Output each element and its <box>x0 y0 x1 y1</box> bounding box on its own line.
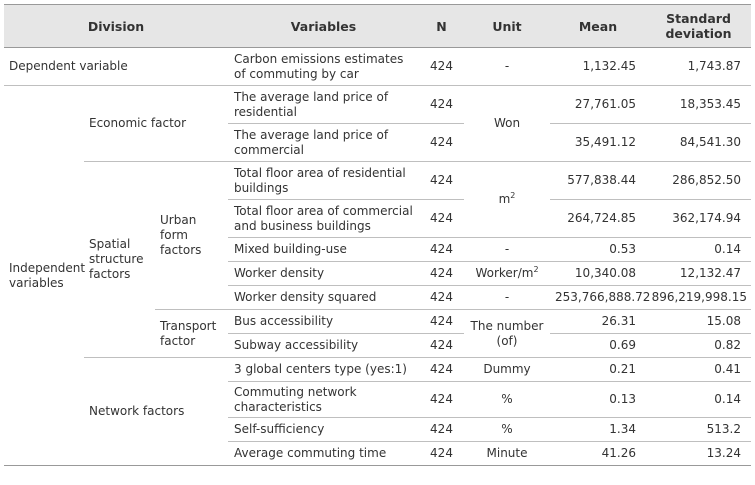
sd-cell: 18,353.45 <box>646 86 751 124</box>
mean-cell: 41.26 <box>550 442 646 466</box>
sd-cell: 0.41 <box>646 358 751 382</box>
sd-cell: 0.82 <box>646 334 751 358</box>
table-row <box>4 162 751 200</box>
n-cell: 424 <box>419 48 464 86</box>
unit-cell: Worker/$m^2$ <box>464 262 550 286</box>
n-cell: 424 <box>419 262 464 286</box>
sd-cell: 362,174.94 <box>646 200 751 238</box>
sd-cell: 1,743.87 <box>646 48 751 86</box>
unit-cell: - <box>464 48 550 86</box>
header-n: N <box>419 5 464 48</box>
sd-cell: 0.14 <box>646 238 751 262</box>
mean-cell: 253,766,888.72 <box>550 286 646 310</box>
n-cell: 424 <box>419 418 464 442</box>
n-cell: 424 <box>419 382 464 418</box>
variable-cell: Average commuting time <box>228 442 419 466</box>
n-cell: 424 <box>419 86 464 124</box>
n-cell: 424 <box>419 124 464 162</box>
variable-cell: The average land price of commercial <box>228 124 419 162</box>
variable-cell: 3 global centers type (yes:1) <box>228 358 419 382</box>
mean-cell: 577,838.44 <box>550 162 646 200</box>
unit-cell: Dummy <box>464 358 550 382</box>
variable-cell: Subway accessibility <box>228 334 419 358</box>
unit-cell: Won <box>464 86 550 162</box>
table-container <box>4 4 751 466</box>
table-row <box>4 358 751 382</box>
variable-cell: Commuting network characteristics <box>228 382 419 418</box>
sd-cell: 84,541.30 <box>646 124 751 162</box>
variable-cell: The average land price of residential <box>228 86 419 124</box>
variable-cell: Self-sufficiency <box>228 418 419 442</box>
n-cell: 424 <box>419 358 464 382</box>
mean-cell: 0.21 <box>550 358 646 382</box>
unit-cell: - <box>464 238 550 262</box>
header-mean: Mean <box>550 5 646 48</box>
mean-cell: 35,491.12 <box>550 124 646 162</box>
header-row <box>4 5 751 48</box>
group-network: Network factors <box>84 358 228 466</box>
mean-cell: 10,340.08 <box>550 262 646 286</box>
table-row <box>4 48 751 86</box>
n-cell: 424 <box>419 442 464 466</box>
sd-cell: 12,132.47 <box>646 262 751 286</box>
n-cell: 424 <box>419 200 464 238</box>
mean-cell: 26.31 <box>550 310 646 334</box>
variable-cell: Total floor area of commercial and business buildings <box>228 200 419 238</box>
group-urban: Urban form factors <box>155 162 228 310</box>
variable-cell: Mixed building-use <box>228 238 419 262</box>
unit-cell: The number (of) <box>464 310 550 358</box>
n-cell: 424 <box>419 162 464 200</box>
mean-cell: 0.53 <box>550 238 646 262</box>
unit-cell: Minute <box>464 442 550 466</box>
sd-cell: 0.14 <box>646 382 751 418</box>
header-unit: Unit <box>464 5 550 48</box>
variable-cell: Bus accessibility <box>228 310 419 334</box>
group-economic: Economic factor <box>84 86 228 162</box>
unit-cell: - <box>464 286 550 310</box>
variable-cell: Worker density squared <box>228 286 419 310</box>
group-spatial: Spatial structure factors <box>84 162 155 358</box>
sd-cell: 286,852.50 <box>646 162 751 200</box>
n-cell: 424 <box>419 310 464 334</box>
unit-cell: $m^2$ <box>464 162 550 238</box>
mean-cell: 0.69 <box>550 334 646 358</box>
variable-cell: Total floor area of residential buildings <box>228 162 419 200</box>
variable-cell: Worker density <box>228 262 419 286</box>
header-division: Division <box>4 5 228 48</box>
mean-cell: 27,761.05 <box>550 86 646 124</box>
mean-cell: 1,132.45 <box>550 48 646 86</box>
mean-cell: 1.34 <box>550 418 646 442</box>
group-dependent: Dependent variable <box>4 48 228 86</box>
sd-cell: 13.24 <box>646 442 751 466</box>
n-cell: 424 <box>419 238 464 262</box>
group-transport: Transport factor <box>155 310 228 358</box>
unit-cell: % <box>464 382 550 418</box>
sd-cell: 896,219,998.15 <box>646 286 751 310</box>
n-cell: 424 <box>419 334 464 358</box>
variable-cell: Carbon emissions estimates of commuting by car <box>228 48 419 86</box>
mean-cell: 0.13 <box>550 382 646 418</box>
unit-cell: % <box>464 418 550 442</box>
sd-cell: 15.08 <box>646 310 751 334</box>
table-row <box>4 86 751 124</box>
descriptive-statistics-table <box>4 4 751 466</box>
mean-cell: 264,724.85 <box>550 200 646 238</box>
n-cell: 424 <box>419 286 464 310</box>
header-variables: Variables <box>228 5 419 48</box>
header-sd: Standard deviation <box>646 5 751 48</box>
group-independent: Independent variables <box>4 86 84 466</box>
sd-cell: 513.2 <box>646 418 751 442</box>
